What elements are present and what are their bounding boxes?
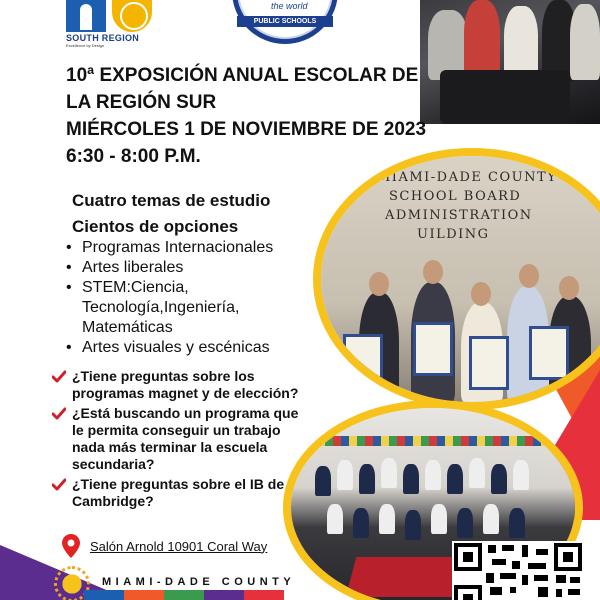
sign-line-2: SCHOOL BOARD — [389, 189, 522, 204]
building-sign — [369, 168, 569, 244]
list-item-continuation: Tecnología,Ingeniería, — [82, 299, 240, 316]
public-schools-seal — [232, 0, 338, 44]
south-region-logo — [66, 0, 154, 46]
torch-icon — [66, 0, 106, 32]
topics-heading — [72, 188, 270, 240]
district-logo — [54, 566, 314, 600]
question-text: ¿Tiene preguntas sobre el IB de Cambridge? — [72, 476, 285, 509]
sign-line-3: ADMINISTRATION — [385, 208, 533, 223]
heading-date: MIÉRCOLES 1 DE NOVIEMBRE DE 2023 — [66, 119, 427, 140]
check-icon — [52, 370, 66, 384]
check-icon — [52, 407, 66, 421]
question-text: ¿Tiene preguntas sobre los programas magnet y de elección? — [72, 368, 299, 401]
qr-code-icon[interactable] — [452, 541, 588, 600]
questions-list — [52, 368, 302, 513]
question-item — [52, 476, 302, 510]
event-location — [62, 534, 267, 558]
heading-line-2: LA REGIÓN SUR — [66, 92, 217, 113]
map-pin-icon — [62, 534, 80, 558]
list-item: • Programas Internacionales — [66, 238, 326, 258]
list-item: • Artes liberales — [66, 258, 326, 278]
question-item — [52, 368, 302, 402]
program-options-list — [66, 238, 326, 358]
students-photo-top — [420, 0, 600, 124]
topics-line-2: Cientos de opciones — [72, 217, 239, 236]
district-logo-text: MIAMI-DADE COUNTY — [102, 576, 296, 588]
location-link[interactable]: Salón Arnold 10901 Coral Way — [90, 538, 268, 554]
sign-line-1: MIAMI-DADE COUNTY — [377, 170, 558, 185]
emblem-icon — [112, 0, 152, 32]
check-icon — [52, 478, 66, 492]
students-photo-certificates — [313, 148, 600, 410]
district-logo-bars — [84, 590, 284, 600]
topics-line-1: Cuatro temas de estudio — [72, 191, 271, 210]
question-item — [52, 405, 302, 473]
heading-time: 6:30 - 8:00 P.M. — [66, 146, 201, 167]
question-text: ¿Está buscando un programa que le permita conseguir un trabajo nada más terminar la escuela secundaria? — [72, 405, 299, 472]
south-region-caption: SOUTH REGION — [66, 33, 140, 43]
list-item-continuation: Matemáticas — [82, 319, 173, 336]
sign-line-4: UILDING — [417, 227, 490, 242]
list-item: • Artes visuales y escénicas — [66, 338, 326, 358]
south-region-tagline: Excellence by Design — [66, 43, 105, 48]
event-heading — [66, 62, 426, 170]
seal-world-text: the world — [271, 1, 308, 11]
heading-line-1: 10ª EXPOSICIÓN ANUAL ESCOLAR DE — [66, 65, 419, 86]
list-item: • STEM:Ciencia, — [66, 278, 326, 298]
seal-schools-text: PUBLIC SCHOOLS — [237, 16, 333, 27]
